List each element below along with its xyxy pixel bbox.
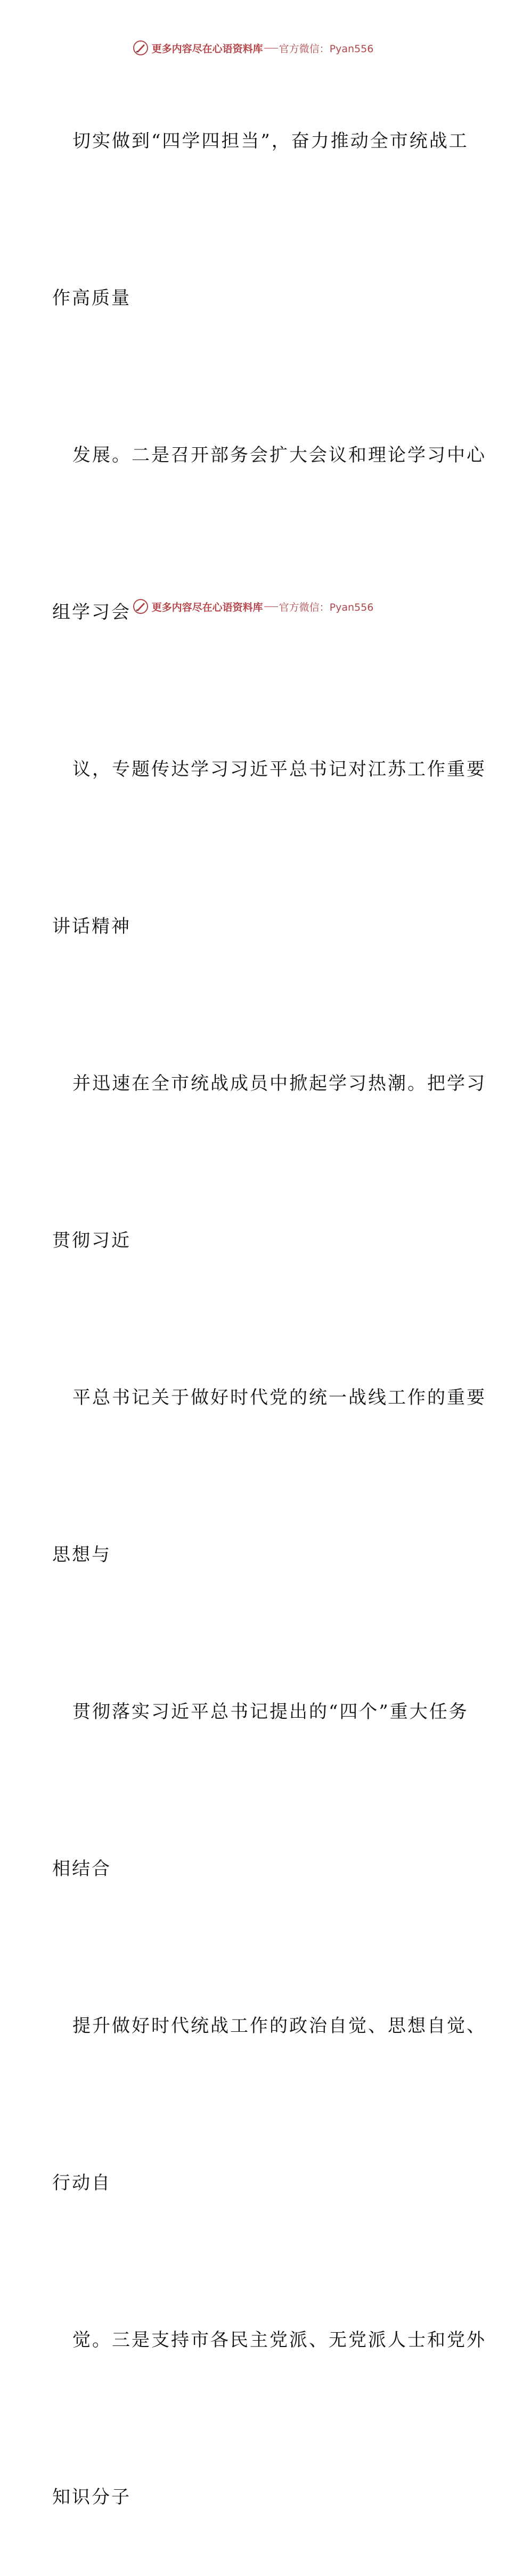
paragraph-5 bbox=[52, 1319, 486, 1476]
footer-separator bbox=[264, 606, 278, 607]
footer-banner bbox=[0, 596, 506, 617]
text-line: 提升做好时代统战工作的政治自觉、思想自觉、 bbox=[72, 2015, 486, 2037]
paragraph-8-cont bbox=[52, 2419, 457, 2576]
quill-pen-icon bbox=[133, 40, 149, 56]
paragraph-1 bbox=[52, 63, 469, 220]
paragraph-8 bbox=[52, 2262, 486, 2419]
paragraph-4 bbox=[52, 1005, 486, 1162]
document-body bbox=[52, 63, 486, 2576]
text-line: 相结合 bbox=[52, 1858, 111, 1880]
header-wechat-text: 官方微信：Pyan556 bbox=[279, 43, 374, 55]
text-line: 贯彻落实习近平总书记提出的“四个”重大任务 bbox=[72, 1701, 469, 1722]
footer-brand-text: 更多内容尽在心语资料库 bbox=[151, 601, 263, 613]
header-brand-text: 更多内容尽在心语资料库 bbox=[151, 43, 263, 55]
text-line: 发展。二是召开部务会扩大会议和理论学习中心 bbox=[72, 445, 486, 466]
paragraph-2 bbox=[52, 377, 486, 534]
paragraph-4-cont bbox=[52, 1162, 457, 1319]
text-line: 平总书记关于做好时代党的统一战线工作的重要 bbox=[72, 1387, 486, 1408]
paragraph-6-cont bbox=[52, 1791, 457, 1948]
text-line: 行动自 bbox=[52, 2172, 111, 2194]
footer-wechat-text: 官方微信：Pyan556 bbox=[279, 601, 374, 613]
text-line: 组学习会 bbox=[52, 602, 131, 623]
text-line: 切实做到“四学四担当”，奋力推动全市统战工 bbox=[72, 130, 469, 152]
text-line: 讲话精神 bbox=[52, 916, 131, 937]
text-line: 议，专题传达学习习近平总书记对江苏工作重要 bbox=[72, 759, 486, 780]
paragraph-6 bbox=[52, 1634, 469, 1791]
paragraph-3-cont bbox=[52, 848, 457, 1005]
paragraph-3 bbox=[52, 691, 486, 848]
quill-pen-icon bbox=[133, 598, 149, 614]
paragraph-7 bbox=[52, 1948, 486, 2105]
paragraph-5-cont bbox=[52, 1476, 457, 1634]
text-line: 觉。三是支持市各民主党派、无党派人士和党外 bbox=[72, 2329, 486, 2351]
header-banner bbox=[0, 37, 506, 59]
text-line: 知识分子 bbox=[52, 2487, 131, 2508]
text-line: 作高质量 bbox=[52, 288, 131, 309]
paragraph-7-cont bbox=[52, 2105, 457, 2262]
text-line: 并迅速在全市统战成员中掀起学习热潮。把学习 bbox=[72, 1073, 486, 1094]
text-line: 思想与 bbox=[52, 1544, 111, 1565]
text-line: 贯彻习近 bbox=[52, 1230, 131, 1251]
paragraph-1-cont bbox=[52, 220, 457, 377]
